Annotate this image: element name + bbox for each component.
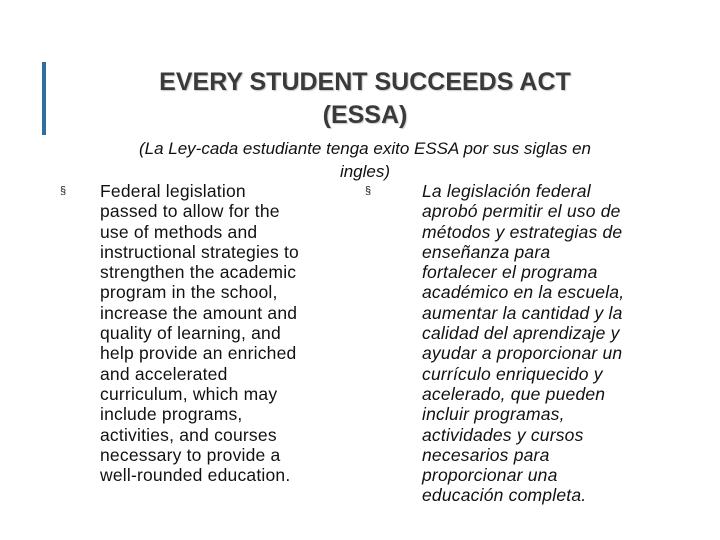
english-paragraph [100, 181, 340, 485]
spanish-line: actividades y cursos [422, 424, 584, 445]
english-line: use of methods and [100, 221, 258, 242]
spanish-line: enseñanza para [422, 241, 551, 262]
english-line: strengthen the academic [100, 262, 297, 283]
spanish-line: ayudar a proporcionar un [422, 343, 623, 364]
bullet-icon: § [60, 185, 67, 197]
subtitle-line-2: ingles) [339, 162, 391, 181]
english-line: Federal legislation [100, 181, 246, 201]
english-line: instructional strategies to [100, 241, 299, 262]
accent-bar [42, 62, 46, 135]
title-line-1: EVERY STUDENT SUCCEEDS ACT [159, 68, 571, 96]
spanish-line: proporcionar una [422, 465, 558, 486]
spanish-line: aumentar la cantidad y la [422, 302, 623, 323]
english-line: help provide an enriched [100, 343, 297, 364]
bullet-icon: § [365, 185, 372, 197]
spanish-line: académico en la escuela, [422, 282, 625, 303]
spanish-line: incluir programas, [422, 404, 565, 425]
spanish-paragraph [422, 181, 662, 506]
english-line: necessary to provide a [100, 444, 281, 465]
spanish-line: La legislación federal [422, 181, 591, 201]
title-line-2: (ESSA) [322, 101, 408, 129]
english-line: well-rounded education. [100, 465, 291, 486]
english-line: increase the amount and [100, 302, 298, 323]
slide-subtitle [80, 137, 650, 183]
slide-title [80, 66, 650, 132]
english-line: program in the school, [100, 282, 278, 303]
english-line: curriculum, which may [100, 383, 278, 404]
spanish-line: aprobó permitir el uso de [422, 201, 621, 222]
english-line: activities, and courses [100, 424, 277, 445]
english-line: include programs, [100, 404, 243, 425]
spanish-line: calidad del aprendizaje y [422, 323, 620, 344]
subtitle-line-1: (La Ley-cada estudiante tenga exito ESSA por sus siglas en [138, 139, 592, 158]
spanish-line: métodos y estrategias de [422, 221, 623, 242]
spanish-line: necesarios para [422, 444, 550, 465]
english-line: quality of learning, and [100, 323, 281, 344]
spanish-line: educación completa. [422, 485, 587, 506]
spanish-line: fortalecer el programa [422, 262, 598, 283]
english-line: and accelerated [100, 363, 228, 384]
english-line: passed to allow for the [100, 201, 280, 222]
spanish-line: currículo enriquecido y [422, 363, 603, 384]
spanish-line: acelerado, que pueden [422, 383, 606, 404]
